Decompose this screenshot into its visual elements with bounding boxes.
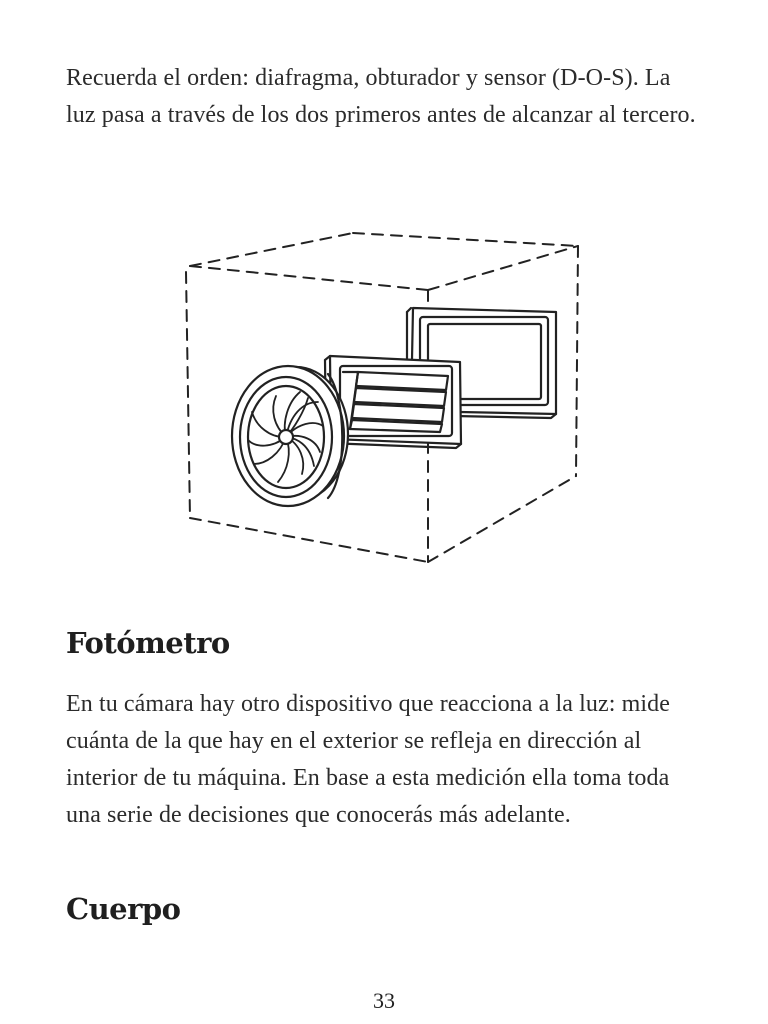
photometer-paragraph: En tu cámara hay otro dispositivo que reacciona a la luz: mide cuánta de la que hay en el exterior se refleja en dirección al interior de tu máquina. En base a esta medición ella toma toda una serie de decisiones que conocerás más adelante. bbox=[66, 691, 670, 828]
page-number: 33 bbox=[373, 988, 395, 1013]
camera-internals-diagram-icon bbox=[178, 226, 588, 570]
section-heading-fotometro: Fotómetro bbox=[66, 626, 230, 660]
intro-paragraph: Recuerda el orden: diafragma, obturador y sensor (D-O-S). La luz pasa a través de los dos primeros antes de alcanzar al tercero. bbox=[66, 65, 696, 128]
section-heading-cuerpo: Cuerpo bbox=[66, 892, 181, 926]
aperture-diaphragm bbox=[232, 366, 348, 506]
